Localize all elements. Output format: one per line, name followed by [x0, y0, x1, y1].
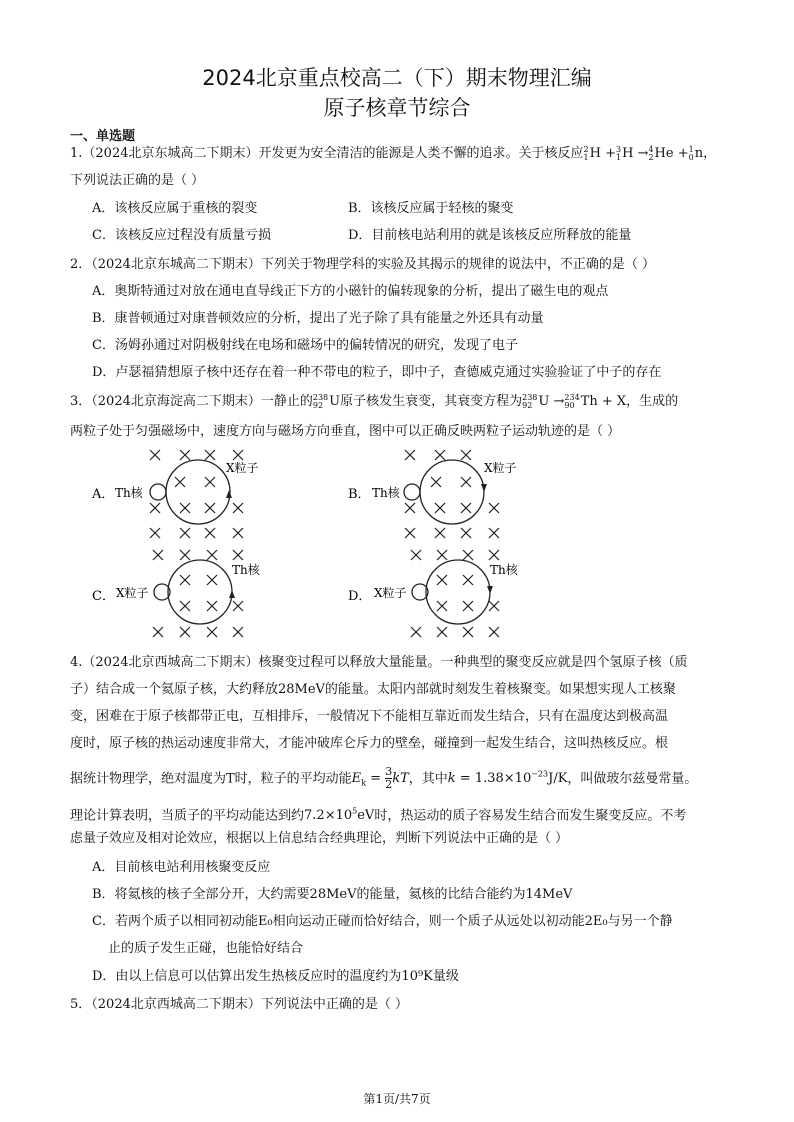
- q1-option-d: D．目前核电站利用的就是该核反应所释放的能量: [348, 228, 632, 243]
- q3-option-c-label: C．: [92, 589, 115, 604]
- q3-option-d-label: D．: [348, 589, 372, 604]
- q4-line-4: 度时，原子核的热运动速度非常大，才能冲破库仑斥力的壁垒，碰撞到一起发生结合，这叫热核反应。根: [70, 736, 669, 751]
- q4-option-d: D．由以上信息可以估算出发生热核反应时的温度约为10⁹K量级: [92, 969, 459, 984]
- q3-stem-2: 两粒子处于匀强磁场中，速度方向与磁场方向垂直，图中可以正确反映两粒子运动轨迹的是（ ）: [70, 424, 621, 439]
- q4-line-7: 虑量子效应及相对论效应，根据以上信息结合经典理论，判断下列说法中正确的是（ ）: [70, 831, 569, 846]
- q2-stem: 2．（2024北京东城高二下期末）下列关于物理学科的实验及其揭示的规律的说法中，不正确的是（ ）: [70, 257, 655, 272]
- q4-option-c-cont: 止的质子发生正碰，也能恰好结合: [108, 941, 304, 956]
- q3-d-x-label: X粒子: [374, 586, 407, 600]
- q1-stem: 1.（2024北京东城高二下期末）开发更为安全清洁的能源是人类不懈的追求。关于核反应 2 1 H + 3 1 H → 4 2 He + 1 0 n，: [70, 144, 717, 162]
- q3-b-x-label: X粒子: [484, 461, 517, 475]
- document-subtitle: 原子核章节综合: [323, 96, 471, 120]
- q3-figure-d: [374, 550, 519, 637]
- q3-figures: [0, 440, 794, 660]
- th-orbit: [150, 484, 166, 500]
- q3-d-th-label: Th核: [490, 563, 518, 577]
- q1-equation: 2 1 H + 3 1 H → 4 2 He + 1 0 n: [583, 144, 704, 162]
- q3-figure-c: [116, 550, 261, 637]
- q1-stem-2: 下列说法正确的是（ ）: [70, 173, 205, 188]
- q4-line-1: 4.（2024北京西城高二下期末）核聚变过程可以释放大量能量。一种典型的聚变反应就是四个氢原子核（质: [70, 655, 688, 670]
- x-particle-orbit: [166, 460, 230, 524]
- energy-value: $7.2\times 10^5eV$: [304, 807, 375, 824]
- q1-option-b: B．该核反应属于轻核的聚变: [348, 201, 514, 216]
- q4-option-c: C．若两个质子以相同初动能E₀相向运动正碰而恰好结合，则一个质子从远处以初动能2E₀与另一个静: [92, 914, 673, 929]
- q2-option-d: D．卢瑟福猜想原子核中还存在着一种不带电的粒子，即中子，查德威克通过实验验证了中子的存在: [92, 365, 662, 380]
- q1-option-a: A．该核反应属于重核的裂变: [92, 201, 258, 216]
- section-heading: 一、单选题: [70, 129, 136, 144]
- kinetic-energy-formula: $E_k$ = $\frac{3}{2}$ kT: [351, 765, 409, 792]
- q3-b-th-label: Th核: [372, 486, 400, 500]
- q2-option-c: C．汤姆孙通过对阴极射线在电场和磁场中的偏转情况的研究，发现了电子: [92, 338, 518, 353]
- q3-option-b-label: B．: [348, 487, 371, 502]
- q5-stem: 5．（2024北京西城高二下期末）下列说法中正确的是（ ）: [70, 997, 408, 1012]
- q4-line-3: 变，困难在于原子核都带正电，互相排斥，一般情况下不能相互靠近而发生结合，只有在温度达到极高温: [70, 709, 669, 724]
- q3-stem: 3．（2024北京海淀高二下期末）一静止的 238 92 U原子核发生衰变，其衰变方程为 238 92 U → 234 90 Th + X，生成的: [70, 392, 679, 410]
- q4-line-6: 理论计算表明，当质子的平均动能达到约$7.2\times 10^5eV$时，热运动的质子容易发生结合而发生聚变反应。不考: [70, 807, 687, 824]
- q3-a-x-label: X粒子: [226, 461, 259, 475]
- q3-figure-b: [372, 450, 517, 538]
- boltzmann-constant: $k = 1.38\times 10^{-23}J/K$: [447, 770, 568, 787]
- q4-line-5: 据统计物理学，绝对温度为T时，粒子的平均动能$E_k$ = $\frac{3}{2}$ kT，其中$k = 1.38\times 10^{-23}J/K$，叫做玻尔兹曼常量。: [70, 765, 698, 792]
- q2-option-a: A．奥斯特通过对放在通电直导线正下方的小磁针的偏转现象的分析，提出了磁生电的观点: [92, 284, 609, 299]
- q3-c-x-label: X粒子: [116, 586, 149, 600]
- q4-option-b: B．将氦核的核子全部分开，大约需要28MeV的能量，氦核的比结合能约为14MeV: [92, 887, 573, 902]
- q3-option-a-label: A．: [92, 487, 115, 502]
- q2-option-b: B．康普顿通过对康普顿效应的分析，提出了光子除了具有能量之外还具有动量: [92, 311, 544, 326]
- q3-c-th-label: Th核: [232, 563, 260, 577]
- page-footer: 第1页/共7页: [363, 1092, 431, 1106]
- q3-a-th-label: Th核: [115, 486, 143, 500]
- q3-figure-a: [115, 450, 259, 538]
- document-title: 2024北京重点校高二（下）期末物理汇编: [202, 66, 592, 90]
- q1-option-c: C．该核反应过程没有质量亏损: [92, 228, 271, 243]
- q4-line-2: 子）结合成一个氦原子核，大约释放28MeV的能量。太阳内部就时刻发生着核聚变。如果想实现人工核聚: [70, 682, 676, 697]
- q4-option-a: A．目前核电站利用核聚变反应: [92, 860, 271, 875]
